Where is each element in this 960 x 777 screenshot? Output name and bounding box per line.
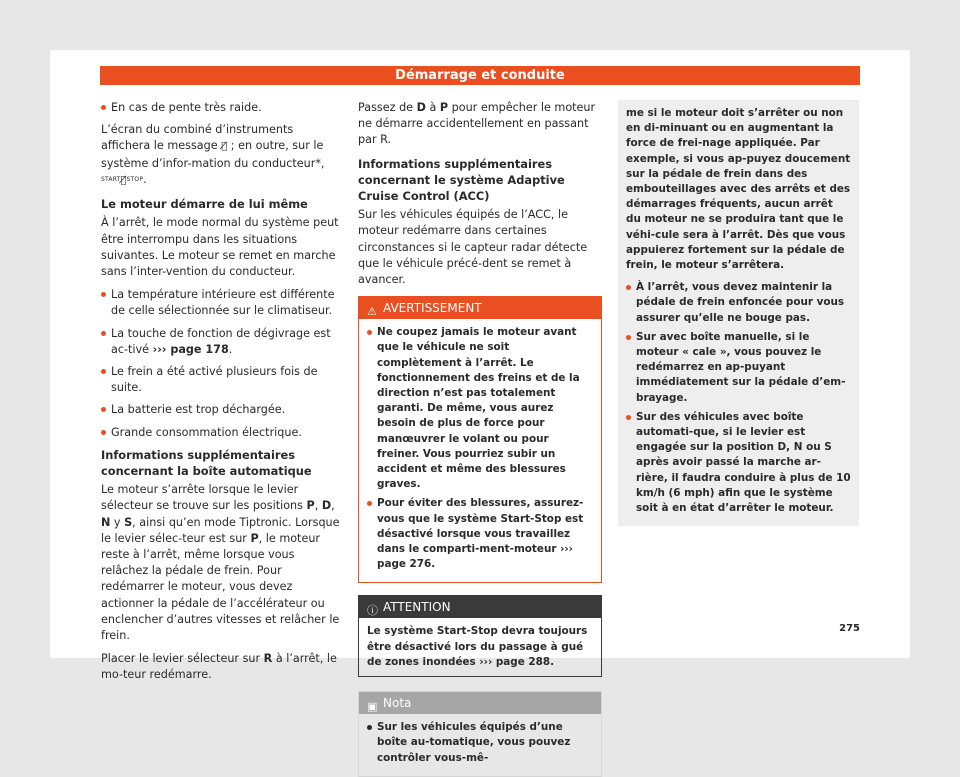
paragraph: Placer le levier sélecteur sur R à l’arrêt, le mo-teur redémarre. bbox=[101, 652, 337, 682]
info-circle-icon: ⓘ bbox=[367, 604, 378, 618]
warning-header: ⚠ AVERTISSEMENT bbox=[359, 297, 601, 319]
stop-label: STOP bbox=[126, 175, 144, 183]
warning-body bbox=[359, 319, 601, 582]
warning-box bbox=[358, 296, 602, 583]
start-stop-icon: Ⓐ̸ bbox=[120, 174, 127, 186]
manual-page bbox=[50, 50, 910, 764]
page-link[interactable]: ››› page 276 bbox=[377, 543, 573, 571]
column-left bbox=[101, 100, 341, 691]
list-item: Pour éviter des blessures, assurez-vous que le système Start-Stop est désactivé lorsque vous travaillez dans le comparti-ment-moteur ››› page 276. bbox=[367, 496, 593, 572]
list-item: La touche de fonction de dégivrage est ac-tivé ››› page 178. bbox=[101, 326, 341, 358]
paragraph: Le moteur s’arrête lorsque le levier sélecteur se trouve sur les positions P, D, N y S, ainsi qu’en mode Tiptronic. Lorsque le levier sélec-teur est sur P, le moteur reste à l’arrêt, même lorsque vous relâchez la pédale de frein. Pour redémarrer le moteur, vous devez actionner la pédale de l’accélérateur ou enclencher d’autres vitesses et relâcher le frein. bbox=[101, 483, 340, 642]
list-item: Sur avec boîte manuelle, si le moteur « cale », vous pouvez le redémarrez en ap-puyant immédiatement sur la pédale d’em-brayage. bbox=[626, 330, 851, 406]
list-item: Grande consommation électrique. bbox=[101, 425, 341, 441]
subheading: Le moteur démarre de lui même bbox=[101, 197, 308, 212]
column-right bbox=[618, 100, 859, 526]
column-middle bbox=[358, 100, 602, 777]
page-link[interactable]: ››› page 178 bbox=[152, 342, 229, 356]
section-header: Démarrage et conduite bbox=[100, 66, 860, 85]
list-item: La batterie est trop déchargée. bbox=[101, 402, 341, 418]
list-item: Sur des véhicules avec boîte automati-que, si le levier est engagée sur la position D, N ou S après avoir passé la marche ar-rière, il faudra conduire à plus de 10 km/h (6 mph) afin que le système soit à en état d’arrêter le moteur. bbox=[626, 410, 851, 516]
note-continuation bbox=[618, 100, 859, 526]
note-header: ▣ Nota bbox=[359, 692, 601, 714]
paragraph: me si le moteur doit s’arrêter ou non en di-minuant ou en augmentant la force de frei-nage appliquée. Par exemple, si vous ap-puyez doucement sur la pédale de frein dans des embouteillages avec des arrêts et des démarrages fréquents, aucun arrêt du moteur ne se produira tant que le véhi-cule sera à l’arrêt. Dès que vous appuierez fortement sur la pédale de frein, le moteur s’arrêtera. bbox=[626, 107, 851, 272]
attention-box bbox=[358, 595, 602, 677]
note-icon: ▣ bbox=[367, 700, 378, 714]
note-box bbox=[358, 691, 602, 777]
list-item: À l’arrêt, vous devez maintenir la pédale de frein enfoncée pour vous assurer qu’elle ne bouge pas. bbox=[626, 280, 851, 326]
page-number: 275 bbox=[839, 623, 860, 634]
start-label: START bbox=[101, 175, 121, 183]
list-item: Ne coupez jamais le moteur avant que le véhicule ne soit complètement à l’arrêt. Le fonctionnement des freins et de la direction n’est pas totalement garanti. De même, vous aurez besoin de plus de force pour manœuvrer le volant ou pour freiner. Vous pourriez subir un accident et même des blessures graves. bbox=[367, 325, 593, 492]
warning-triangle-icon: ⚠ bbox=[367, 305, 377, 319]
list-item: En cas de pente très raide. bbox=[101, 100, 341, 116]
page-link[interactable]: ››› page 288 bbox=[479, 655, 551, 668]
attention-header: ⓘ ATTENTION bbox=[359, 596, 601, 618]
paragraph: Passez de D à P pour empêcher le moteur ne démarre accidentellement en passant par R. bbox=[358, 101, 596, 147]
subheading: Informations supplémentaires concernant le système Adaptive Cruise Control (ACC) bbox=[358, 156, 565, 204]
paragraph: Sur les véhicules équipés de l’ACC, le moteur redémarre dans certaines circonstances si le capteur radar détecte que le véhicule précé-dent se remet à avancer. bbox=[358, 208, 588, 287]
paragraph: À l’arrêt, le mode normal du système peut être interrompu dans les situations suivantes. Le moteur se remet en marche sans l’inter-vention du conducteur. bbox=[101, 216, 339, 278]
paragraph: L’écran du combiné d’instruments affichera le message Ⓐ̸ ; en outre, sur le système d’infor-mation du conducteur*, STARTⒶ̸STOP. bbox=[101, 123, 325, 186]
list-item: Sur les véhicules équipés d’une boîte au-tomatique, vous pouvez contrôler vous-mê- bbox=[367, 720, 593, 766]
list-item: Le frein a été activé plusieurs fois de suite. bbox=[101, 364, 341, 396]
attention-body: Le système Start-Stop devra toujours être désactivé lors du passage à gué de zones inondées ››› page 288. bbox=[367, 625, 588, 668]
list-item: La température intérieure est différente de celle sélectionnée sur le climatiseur. bbox=[101, 287, 341, 319]
start-stop-icon: Ⓐ̸ bbox=[221, 141, 228, 153]
subheading: Informations supplémentaires concernant la boîte automatique bbox=[101, 447, 312, 478]
note-body bbox=[359, 714, 601, 776]
asterisk-icon: * bbox=[315, 156, 321, 170]
